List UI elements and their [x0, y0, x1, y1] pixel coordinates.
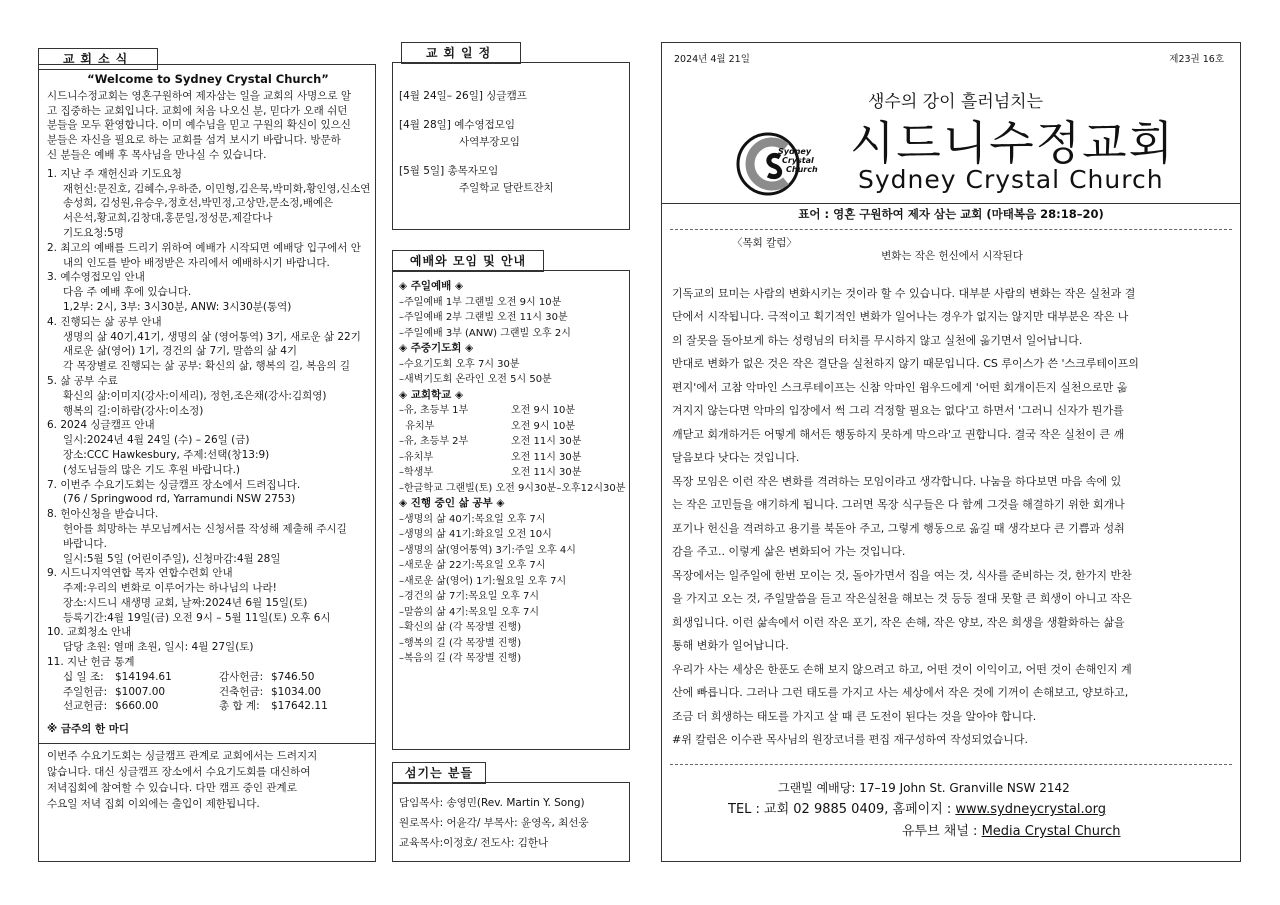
- news-item-line: 장소:CCC Hawkesbury, 주제:선택(창13:9): [63, 448, 270, 461]
- column-line: 목장에서는 일주일에 한번 모이는 것, 돌아가면서 집을 여는 것, 식사를 준비하는 것, 한가지 반찬: [672, 568, 1132, 582]
- staff-line: 원로목사: 어윤각/ 부목사: 윤영옥, 최선웅: [399, 817, 589, 829]
- worship-row: [399, 589, 625, 605]
- welcome-title: “Welcome to Sydney Crystal Church”: [87, 72, 329, 86]
- website-link[interactable]: www.sydneycrystal.org: [955, 802, 1106, 817]
- news-item-heading: 1. 지난 주 재헌신과 기도요청: [47, 167, 182, 180]
- offering-label: 십 일 조:: [63, 670, 104, 683]
- news-tab: 교회소식: [38, 48, 158, 70]
- word-line: 않습니다. 대신 싱글캠프 장소에서 수요기도회를 대신하여: [47, 766, 311, 779]
- worship-row-label: 유치부: [399, 420, 435, 432]
- column-label: 〈목회 칼럼〉: [732, 237, 797, 249]
- worship-row: [399, 295, 625, 311]
- schedule-line: [4월 24일– 26일] 싱글캠프: [399, 90, 527, 102]
- worship-row-time: 오전 11시 30분: [511, 467, 582, 478]
- news-box: [38, 64, 376, 862]
- column-line: 조금 더 희생하는 태도를 가지고 살 때 큰 도전이 된다는 것을 알아야 합니다.: [672, 709, 1037, 723]
- issue-volume: 제23권 16호: [1169, 54, 1224, 65]
- news-item-line: 내의 인도를 받아 배정받은 자리에서 예배하시기 바랍니다.: [63, 256, 330, 269]
- news-items: [47, 167, 369, 670]
- offering-label: 총 합 계:: [219, 700, 260, 713]
- news-item-heading: 9. 시드니지역연합 목자 연합수련회 안내: [47, 567, 233, 580]
- worship-tab: 예배와 모임 및 안내: [392, 250, 544, 272]
- offering-value: $14194.61: [115, 670, 172, 683]
- news-item-line: 생명의 삶 40기,41기, 생명의 삶 (영어통역) 3기, 새로운 삶 22기: [63, 330, 361, 343]
- schedule-group: [399, 163, 623, 197]
- offering-value: $17642.11: [271, 700, 328, 713]
- worship-row-label: –새로운 삶 22기:목요일 오후 7시: [399, 560, 546, 571]
- worship-row-label: –새로운 삶(영어) 1기:월요일 오후 7시: [399, 575, 567, 587]
- worship-section-heading: ◈ 주중기도회 ◈: [399, 342, 474, 354]
- offering-value: $1034.00: [271, 685, 322, 698]
- worship-row: [399, 512, 625, 528]
- news-item-line: 일시:2024년 4월 24일 (수) – 26일 (금): [63, 434, 250, 447]
- news-intro: [47, 89, 369, 163]
- offering-table: [47, 670, 369, 714]
- column-title: 변화는 작은 헌신에서 시작된다: [881, 249, 1023, 262]
- intro-line: 신 분들은 예배 후 목사님을 만나실 수 있습니다.: [47, 148, 267, 161]
- worship-section-heading: ◈ 교회학교 ◈: [399, 388, 464, 401]
- offering-row: [47, 699, 369, 714]
- worship-row: [399, 527, 625, 543]
- news-item-line: (76 / Springwood rd, Yarramundi NSW 2753): [63, 493, 296, 506]
- youtube-link[interactable]: Media Crystal Church: [981, 824, 1121, 839]
- column-line: 통해 변화가 일어납니다.: [672, 639, 789, 653]
- column-line: 포기나 헌신을 격려하고 용기를 북돋아 주고, 그렇게 행동으로 옮길 때 생각보다 큰 기쁨과 성취: [672, 521, 1125, 535]
- offering-label: 건축헌금:: [219, 685, 264, 698]
- church-name-en: Sydney Crystal Church: [858, 165, 1164, 194]
- column-line: 는 작은 고민들을 얘기하게 됩니다. 그러면 목장 식구들은 다 함께 그것을 해결하기 위한 회개나: [672, 498, 1125, 512]
- news-item-line: 장소:시드니 새생명 교회, 날짜:2024년 6월 15일(토): [63, 596, 308, 609]
- church-logo: [734, 129, 834, 199]
- column-line: 우리가 사는 세상은 한푼도 손해 보지 않으려고 하고, 어떤 것이 이익이고, 어떤 것이 손해인지 계: [672, 662, 1132, 676]
- column-line: 감을 주고.. 이렇게 삶은 변화되어 가는 것입니다.: [672, 545, 906, 559]
- worship-row-label: –한글학교 그랜빌(토) 오전 9시30분–오후12시30분: [399, 482, 626, 494]
- schedule-line: [4월 28일] 예수영접모임: [399, 119, 516, 131]
- column-line: 기독교의 묘미는 사람의 변화시키는 것이라 할 수 있습니다. 대부분 사람의 변화는 작은 실천과 결: [672, 286, 1136, 300]
- issue-date: 2024년 4월 21일: [674, 54, 750, 65]
- worship-box: [392, 270, 630, 750]
- worship-row: [399, 636, 625, 652]
- schedule-group: [399, 117, 623, 151]
- word-line: 이번주 수요기도회는 싱글캠프 관계로 교회에서는 드려지지: [47, 750, 318, 763]
- worship-row: [399, 403, 625, 419]
- worship-row: [399, 558, 625, 574]
- news-item-heading: 8. 헌아신청을 받습니다.: [47, 508, 159, 521]
- news-item-line: 기도요청:5명: [63, 226, 124, 239]
- news-item-heading: 5. 삶 공부 수료: [47, 374, 118, 387]
- column-line: 깨닫고 회개하거든 어떻게 해서든 행동하지 못하게 막으라'고 권합니다. 결국 작은 실천이 큰 깨: [672, 427, 1125, 441]
- column-line: 단에서 시작됩니다. 극적이고 획기적인 변화가 일어나는 경우가 없지는 않지만 대부분은 작은 나: [672, 310, 1129, 324]
- news-item-line: 확신의 삶:이미지(강사:이세리), 정헌,조은채(강사:김희영): [63, 389, 327, 402]
- staff-box: [392, 782, 630, 862]
- worship-row-label: –주일예배 1부 그랜빌 오전 9시 10분: [399, 296, 562, 308]
- worship-row-time: 오전 11시 30분: [511, 436, 582, 447]
- worship-row: [399, 450, 625, 466]
- column-line: 겨지지 않는다면 악마의 입장에서 썩 그리 걱정할 필요는 없다'고 하면서 '그러니 신자가 뭔가를: [672, 404, 1124, 418]
- worship-row-time: 오전 9시 10분: [511, 405, 576, 416]
- worship-row: [399, 481, 625, 497]
- worship-row-label: –확신의 삶 (각 목장별 진행): [399, 622, 522, 633]
- offering-label: 선교헌금:: [63, 700, 108, 713]
- worship-row-label: –생명의 삶 41기:화요일 오전 10시: [399, 529, 552, 540]
- news-item-line: 각 목장별로 진행되는 삶 공부: 확신의 삶, 행복의 길, 복음의 길: [63, 360, 351, 373]
- offering-value: $1007.00: [115, 685, 166, 698]
- news-item-line: 헌아를 희망하는 부모님께서는 신청서를 작성해 제출해 주시길: [63, 522, 347, 535]
- staff-line: 담임목사: 송영민(Rev. Martin Y. Song): [399, 797, 585, 809]
- worship-row: [399, 357, 625, 373]
- news-item-line: 새로운 삶(영어) 1기, 경건의 삶 7기, 말씀의 삶 4기: [63, 345, 298, 358]
- staff-tab: 섬기는 분들: [392, 762, 486, 784]
- schedule-box: [392, 62, 630, 230]
- church-name-ko: 시드니수정교회: [850, 116, 1176, 170]
- news-item-line: 바랍니다.: [63, 537, 107, 550]
- word-line: 저녁집회에 참여할 수 있습니다. 다만 캠프 중인 관계로: [47, 782, 297, 795]
- offering-value: $746.50: [271, 670, 315, 683]
- worship-row-time: 오전 11시 30분: [511, 451, 582, 463]
- worship-row-label: –주일예배 2부 그랜빌 오전 11시 30분: [399, 312, 568, 323]
- worship-row-label: –수요기도회 오후 7시 30분: [399, 358, 520, 370]
- worship-row-label: –새벽기도회 온라인 오전 5시 50분: [399, 374, 552, 385]
- intro-line: 시드니수정교회는 영혼구원하여 제자삼는 일을 교회의 사명으로 알: [47, 89, 352, 102]
- news-item-line: 행복의 길:이하람(강사:이소정): [63, 404, 204, 417]
- news-item-line: 등록기간:4월 19일(금) 오전 9시 – 5월 11일(토) 오후 6시: [63, 611, 331, 624]
- worship-row-label: –생명의 삶(영어통역) 3기:주일 오후 4시: [399, 544, 576, 556]
- column-line: 반대로 변화가 없은 것은 작은 결단을 실천하지 않기 때문입니다. CS 루이스가 쓴 '스크루테이프의: [672, 357, 1139, 371]
- column-line: 의 잘못을 돌아보게 하는 성령님의 터치를 무시하지 않고 실천에 옮기면서 일어납니다.: [672, 333, 1083, 347]
- worship-row-label: –유, 초등부 2부: [399, 436, 469, 447]
- worship-row: [399, 465, 625, 481]
- logo-text: Sydney Crystal Church: [778, 147, 818, 174]
- column-line: #위 칼럼은 이수관 목사님의 원장코너를 편집 재구성하여 작성되었습니다.: [672, 733, 1028, 747]
- worship-row: [399, 372, 625, 388]
- column-line: 을 가지고 오는 것, 주일말씀을 듣고 작은실천을 해보는 것 등등 절대 못할 큰 희생이 아니고 작은: [672, 592, 1132, 606]
- intro-line: 고 집중하는 교회입니다. 교회에 처음 나오신 분, 믿다가 오래 쉬던: [47, 104, 348, 117]
- news-item-line: 주제:우리의 변화로 이루어가는 하나님의 나라!: [63, 582, 277, 595]
- worship-section-heading: ◈ 진행 중인 삶 공부 ◈: [399, 497, 505, 509]
- worship-row-label: –학생부: [399, 467, 433, 478]
- news-item-heading: 11. 지난 헌금 통계: [47, 656, 135, 669]
- word-text: [47, 748, 369, 812]
- footer-tel: TEL : 교회 02 9885 0409, 홈페이지 : www.sydneycrystal.org: [728, 802, 1106, 817]
- worship-row: [399, 620, 625, 636]
- news-item-heading: 7. 이번주 수요기도회는 싱글캠프 장소에서 드려집니다.: [47, 478, 301, 491]
- worship-row: [399, 419, 625, 435]
- worship-row-label: –말씀의 삶 4기:목요일 오후 7시: [399, 606, 540, 618]
- offering-value: $660.00: [115, 700, 159, 713]
- news-item-line: 재헌신:문진호, 김혜수,우하준, 이민형,김은묵,박미화,황인영,신소연: [63, 182, 371, 195]
- news-item-heading: 2. 최고의 예배를 드리기 위하여 예배가 시작되면 예배당 입구에서 안: [47, 241, 361, 254]
- column-line: 편지'에서 고참 악마인 스크루테이프는 신참 악마인 윔우드에게 '어떤 회개이든지 실천으로만 옮: [672, 380, 1128, 394]
- worship-row: [399, 310, 625, 326]
- schedule-tab: 교회일정: [401, 42, 521, 64]
- worship-row: [399, 326, 625, 342]
- column-body: [672, 282, 1232, 752]
- word-title: ※ 금주의 한 마디: [47, 723, 130, 736]
- worship-row-label: –생명의 삶 40기:목요일 오후 7시: [399, 513, 546, 525]
- news-item-line: 1,2부: 2시, 3부: 3시30분, ANW: 3시30분(통역): [63, 300, 292, 313]
- schedule-line: [5월 5일] 총목자모임: [399, 165, 499, 177]
- worship-row: [399, 543, 625, 559]
- column-line: 달음보다 낫다는 것입니다.: [672, 451, 800, 465]
- worship-row: [399, 434, 625, 450]
- schedule-line: 주일학교 달란트잔치: [459, 182, 554, 194]
- worship-row: [399, 651, 625, 667]
- intro-line: 분들을 모두 환영합니다. 이미 예수님을 믿고 구원의 확신이 있으신: [47, 119, 351, 132]
- worship-section-heading: ◈ 주일예배 ◈: [399, 280, 464, 292]
- worship-row-label: –주일예배 3부 (ANW) 그랜빌 오후 2시: [399, 327, 571, 339]
- word-line: 수요일 저녁 집회 이외에는 출입이 제한됩니다.: [47, 798, 260, 811]
- worship-row-time: 오전 9시 10분: [511, 420, 576, 432]
- news-item-line: 서은석,황교희,김창대,홍문일,정성문,제갈다나: [63, 212, 273, 225]
- offering-label: 감사헌금:: [219, 670, 264, 683]
- intro-line: 분들은 자신을 필요로 하는 교회를 섬겨 보시기 바랍니다. 방문하: [47, 134, 341, 147]
- offering-row: [47, 685, 369, 700]
- cover-panel: [661, 42, 1241, 862]
- offering-label: 주일헌금:: [63, 685, 108, 698]
- worship-row-label: –경건의 삶 7기:목요일 오후 7시: [399, 591, 540, 602]
- news-item-line: 다음 주 예배 후에 있습니다.: [63, 286, 192, 299]
- news-item-heading: 3. 예수영접모임 안내: [47, 271, 145, 284]
- worship-row: [399, 574, 625, 590]
- news-item-heading: 10. 교회청소 안내: [47, 626, 132, 639]
- schedule-group: [399, 88, 623, 105]
- worship-row: [399, 605, 625, 621]
- motto: 표어 : 영혼 구원하여 제자 삼는 교회 (마태복음 28:18–20): [798, 207, 1104, 221]
- news-item-heading: 6. 2024 싱글캠프 안내: [47, 419, 155, 432]
- column-line: 산에 빠릅니다. 그러나 그런 태도를 가지고 사는 세상에서 작은 것에 기꺼이 손해보고, 양보하고,: [672, 686, 1129, 700]
- worship-row-label: –유치부: [399, 451, 433, 463]
- schedule-line: 사역부장모임: [459, 136, 520, 148]
- worship-row-label: –유, 초등부 1부: [399, 405, 469, 416]
- staff-line: 교육목사:이정호/ 전도사: 김한나: [399, 837, 549, 849]
- column-line: 희생입니다. 이런 삶속에서 이런 작은 포기, 작은 손해, 작은 양보, 작은 희생을 생활화하는 삶을: [672, 615, 1125, 629]
- news-item-line: 일시:5월 5일 (어린이주일), 신청마감:4월 28일: [63, 552, 281, 565]
- column-box: [670, 229, 1232, 765]
- column-line: 목장 모임은 이런 작은 변화를 격려하는 모임이라고 생각합니다. 나눔을 하다보면 마음 속에 있: [672, 474, 1122, 488]
- footer-youtube: 유투브 채널 : Media Crystal Church: [902, 824, 1121, 839]
- news-item-line: 담당 초원: 열매 초원, 일시: 4월 27일(토): [63, 641, 254, 654]
- news-item-line: 송성희, 김성원,유승우,정호선,박민정,고상만,문소정,배예은: [63, 197, 334, 210]
- news-item-line: (성도님들의 많은 기도 후원 바랍니다.): [63, 463, 241, 476]
- tagline: 생수의 강이 흘러넘치는: [868, 92, 1044, 112]
- footer-address: 그랜빌 예배당: 17–19 John St. Granville NSW 2142: [778, 781, 1070, 795]
- news-item-heading: 4. 진행되는 삶 공부 안내: [47, 315, 162, 328]
- worship-row-label: –행복의 길 (각 목장별 진행): [399, 637, 522, 649]
- offering-row: [47, 670, 369, 685]
- worship-row-label: –복음의 길 (각 목장별 진행): [399, 653, 522, 664]
